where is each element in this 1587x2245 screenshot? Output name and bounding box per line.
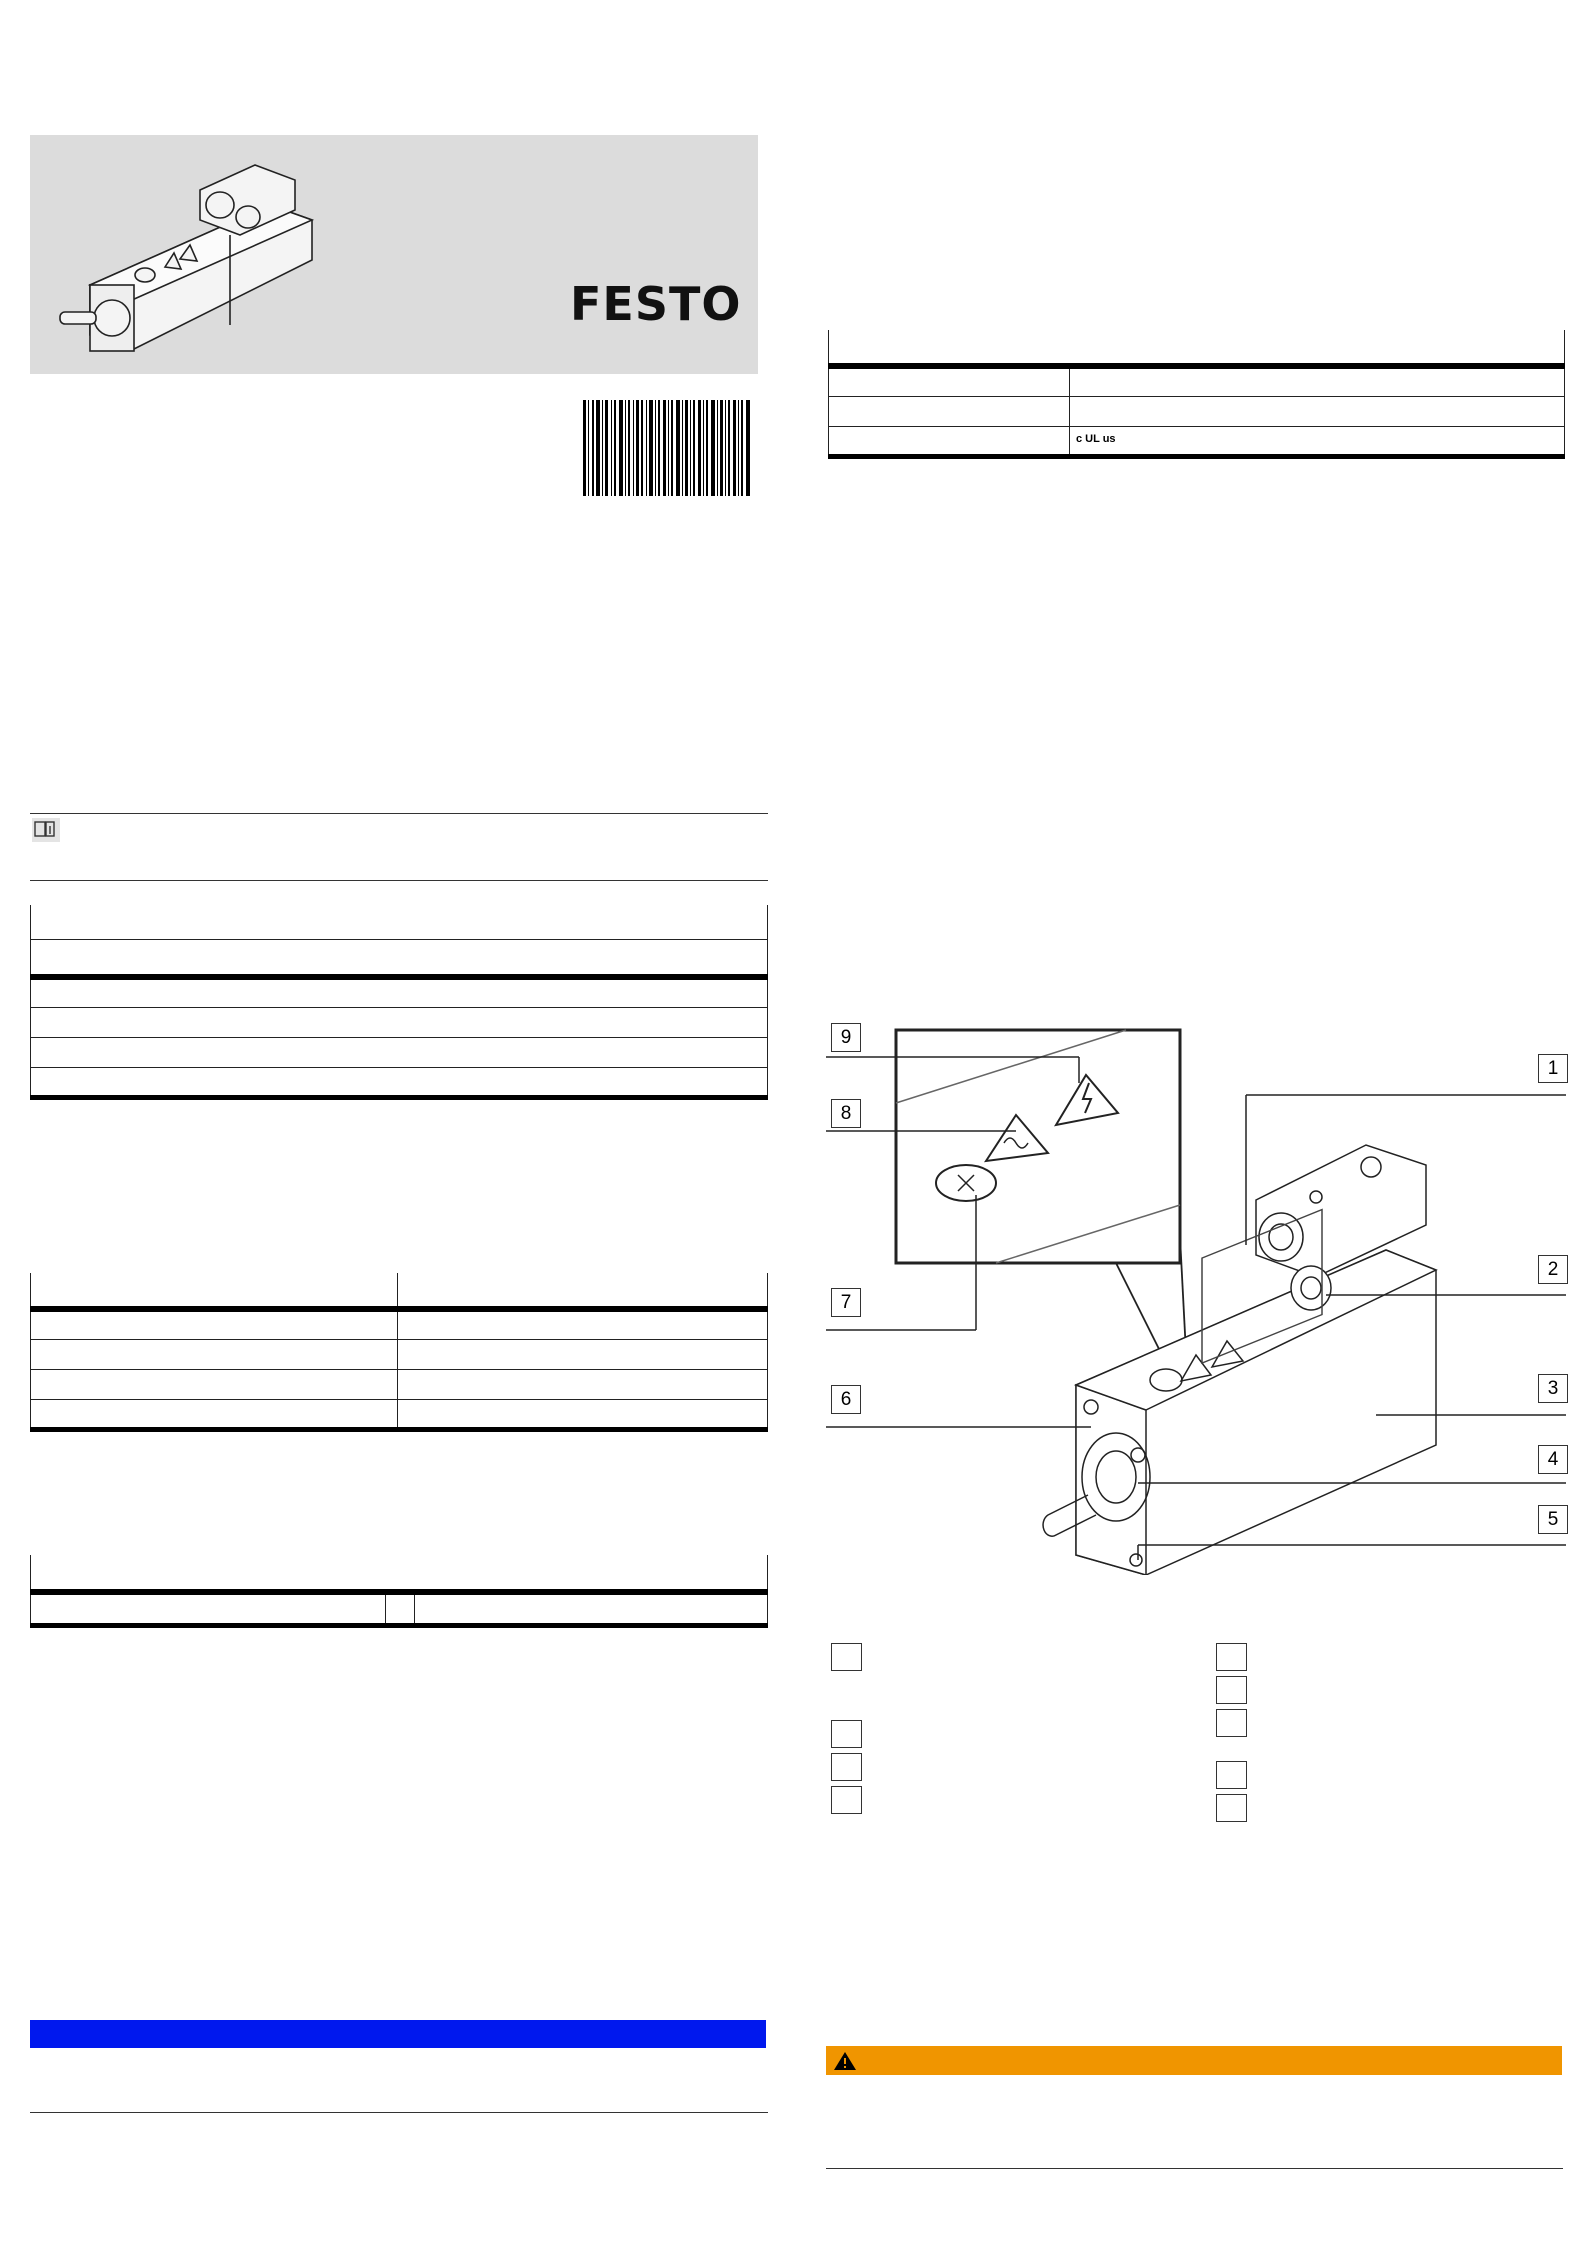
table-row xyxy=(31,1007,768,1037)
callout-2: 2 xyxy=(1538,1255,1568,1284)
legend-box xyxy=(1216,1676,1247,1704)
table-1 xyxy=(30,905,768,1100)
callout-4: 4 xyxy=(1538,1445,1568,1474)
table-row xyxy=(31,1399,768,1429)
certification-table xyxy=(828,330,1565,459)
divider xyxy=(826,2168,1563,2169)
callout-3: 3 xyxy=(1538,1374,1568,1403)
callout-8: 8 xyxy=(831,1099,861,1128)
legend-box xyxy=(1216,1794,1247,1822)
table-3 xyxy=(30,1555,768,1628)
callout-7: 7 xyxy=(831,1288,861,1317)
table-row xyxy=(829,330,1565,366)
table-2 xyxy=(30,1273,768,1432)
callout-1: 1 xyxy=(1538,1054,1568,1083)
ul-certification-mark: c UL us xyxy=(1076,432,1116,445)
notice-bar xyxy=(30,2020,766,2048)
table-row xyxy=(31,939,768,977)
table-row xyxy=(31,1592,768,1625)
servo-motor-image xyxy=(50,135,350,374)
legend-box xyxy=(1216,1709,1247,1737)
warning-icon xyxy=(832,2050,858,2072)
table-row xyxy=(31,1067,768,1097)
table-row xyxy=(829,396,1565,426)
table-row xyxy=(31,977,768,1007)
legend-box xyxy=(831,1643,862,1671)
table-row xyxy=(829,426,1565,456)
table-row xyxy=(31,905,768,939)
product-banner xyxy=(30,135,758,374)
table-row xyxy=(31,1339,768,1369)
warning-bar xyxy=(826,2046,1562,2075)
table-row xyxy=(31,1369,768,1399)
table-row xyxy=(31,1309,768,1339)
legend-box xyxy=(1216,1643,1247,1671)
divider xyxy=(30,880,768,881)
table-row xyxy=(31,1555,768,1592)
callout-5: 5 xyxy=(1538,1505,1568,1534)
divider xyxy=(30,813,768,814)
legend-box xyxy=(1216,1761,1247,1789)
legend-box xyxy=(831,1720,862,1748)
divider xyxy=(30,2112,768,2113)
table-row xyxy=(31,1273,768,1309)
callout-6: 6 xyxy=(831,1385,861,1414)
legend-box xyxy=(831,1753,862,1781)
callout-9: 9 xyxy=(831,1023,861,1052)
legend-box xyxy=(831,1786,862,1814)
table-row xyxy=(829,366,1565,396)
product-overview-diagram xyxy=(826,1015,1566,1575)
manual-book-icon xyxy=(32,818,60,842)
barcode xyxy=(583,400,750,496)
table-row xyxy=(31,1037,768,1067)
festo-logo: FESTO xyxy=(570,277,742,331)
